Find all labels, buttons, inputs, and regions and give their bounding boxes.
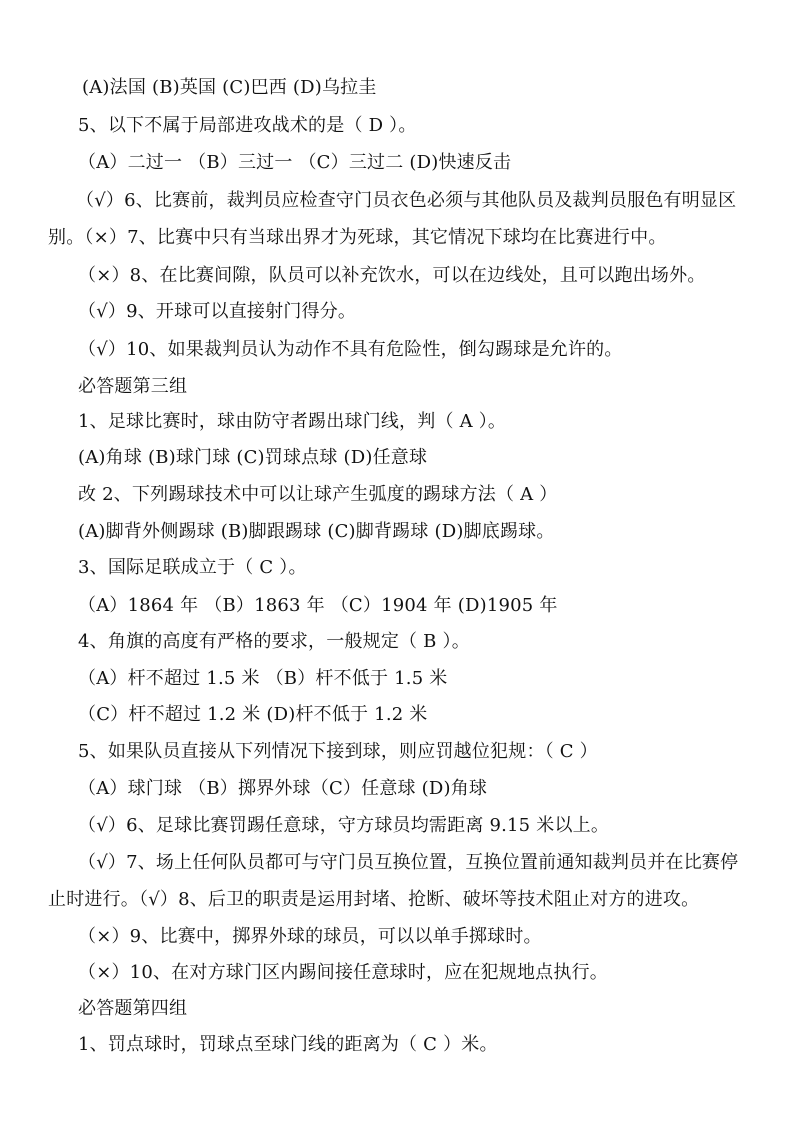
text-line: （A）球门球 （B）掷界外球（C）任意球 (D)角球 — [78, 778, 488, 799]
text-line: 别。（×）7、比赛中只有当球出界才为死球，其它情况下球均在比赛进行中。 — [48, 227, 667, 248]
text-line: (A)法国 (B)英国 (C)巴西 (D)乌拉圭 — [82, 77, 377, 98]
text-line: （√）10、如果裁判员认为动作不具有危险性，倒勾踢球是允许的。 — [78, 339, 623, 360]
text-line: 5、以下不属于局部进攻战术的是（ D ）。 — [78, 115, 417, 136]
text-line: （×）10、在对方球门区内踢间接任意球时，应在犯规地点执行。 — [78, 962, 608, 983]
text-line: 改 2、下列踢球技术中可以让球产生弧度的踢球方法（ A ） — [78, 484, 558, 505]
text-line: （√）9、开球可以直接射门得分。 — [78, 301, 357, 322]
text-line: （A）1864 年 （B）1863 年 （C）1904 年 (D)1905 年 — [78, 595, 558, 616]
text-line: （C）杆不超过 1.2 米 (D)杆不低于 1.2 米 — [78, 704, 428, 725]
text-line: （√）7、场上任何队员都可与守门员互换位置，互换位置前通知裁判员并在比赛停 — [78, 852, 739, 873]
section-heading: 必答题第四组 — [78, 998, 188, 1019]
text-line: （×）9、比赛中，掷界外球的球员，可以以单手掷球时。 — [78, 926, 542, 947]
text-line: （×）8、在比赛间隙，队员可以补充饮水，可以在边线处，且可以跑出场外。 — [78, 265, 706, 286]
text-line: 3、国际足联成立于（ C ）。 — [78, 557, 307, 578]
text-line: 5、如果队员直接从下列情况下接到球，则应罚越位犯规：（ C ） — [78, 741, 598, 762]
text-line: 1、罚点球时，罚球点至球门线的距离为（ C ）米。 — [78, 1034, 498, 1055]
text-line: 4、角旗的高度有严格的要求，一般规定（ B ）。 — [78, 631, 470, 652]
text-line: （√）6、比赛前，裁判员应检查守门员衣色必须与其他队员及裁判员服色有明显区 — [76, 190, 737, 211]
text-line: （A）二过一 （B）三过一 （C）三过二 (D)快速反击 — [78, 152, 512, 173]
text-line: （A）杆不超过 1.5 米 （B）杆不低于 1.5 米 — [78, 668, 448, 689]
text-line: (A)脚背外侧踢球 (B)脚跟踢球 (C)脚背踢球 (D)脚底踢球。 — [78, 521, 555, 542]
text-line: (A)角球 (B)球门球 (C)罚球点球 (D)任意球 — [78, 447, 428, 468]
text-line: （√）6、足球比赛罚踢任意球，守方球员均需距离 9.15 米以上。 — [78, 815, 610, 836]
text-line: 1、足球比赛时，球由防守者踢出球门线，判（ A ）。 — [78, 411, 507, 432]
text-line: 止时进行。（√）8、后卫的职责是运用封堵、抢断、破坏等技术阻止对方的进攻。 — [48, 889, 700, 910]
section-heading: 必答题第三组 — [78, 376, 188, 397]
